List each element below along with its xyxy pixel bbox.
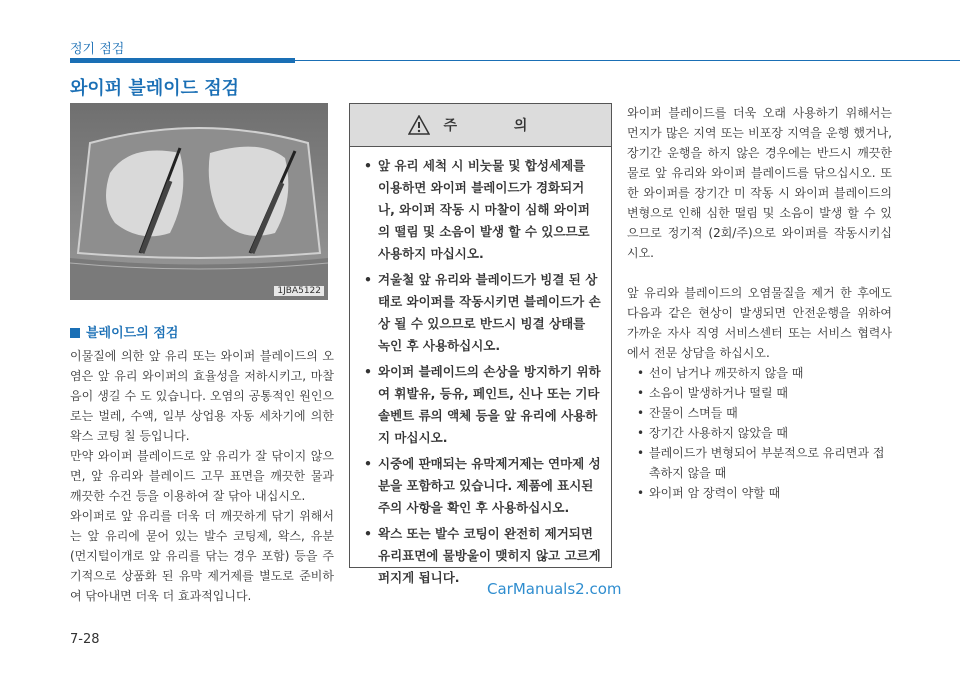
list-item: • 장기간 사용하지 않았을 때 bbox=[637, 423, 892, 443]
sub-heading bbox=[70, 322, 178, 341]
caution-item: • 앞 유리 세척 시 비눗물 및 합성세제를 이용하면 와이퍼 블레이드가 경화되거나, 와이퍼 작동 시 마찰이 심해 와이퍼의 떨림 및 소음이 발생 할 수 있으므로 사용하지 마십시오. bbox=[364, 155, 601, 265]
caution-box bbox=[349, 103, 612, 585]
right-paragraph-1: 와이퍼 블레이드를 더욱 오래 사용하기 위해서는 먼지가 많은 지역 또는 비포장 지역을 운행 했거나, 장기간 운행을 하지 않은 경우에는 반드시 깨끗한 물로 앞 유리와 와이퍼 블레이드를 닦으십시오. 또한 와이퍼를 장기간 미 작동 시 와이퍼 블레이드의 변형으로 인해 심한 떨림 및 소음이 발생 할 수 있으므로 정기적 (2회/주)으로 와이퍼를 작동시키십시오. bbox=[627, 106, 892, 260]
left-paragraph-2: 만약 와이퍼 블레이드로 앞 유리가 잘 닦이지 않으면, 앞 유리와 블레이드 고무 표면을 깨끗한 물과 깨끗한 수건 등을 이용하여 잘 닦아 내십시오. bbox=[70, 449, 334, 503]
caution-header bbox=[350, 104, 611, 147]
caution-item: • 왁스 또는 발수 코팅이 완전히 제거되면 유리표면에 물방울이 맺히지 않고 고르게 퍼지게 됩니다. bbox=[364, 523, 601, 589]
left-paragraph-3: 와이퍼로 앞 유리를 더욱 더 깨끗하게 닦기 위해서는 앞 유리에 묻어 있는 발수 코팅제, 왁스, 유분 (먼지털이개로 앞 유리를 닦는 경우 포함) 등을 주기적으로 상품화 된 유막 제거제를 별도로 준비하여 닦아내면 더욱 더 효과적입니다. bbox=[70, 509, 334, 603]
caution-item: • 와이퍼 블레이드의 손상을 방지하기 위하여 휘발유, 등유, 페인트, 신나 또는 기타 솔벤트 류의 액체 등을 앞 유리에 사용하지 마십시오. bbox=[364, 361, 601, 449]
spacer bbox=[627, 263, 892, 283]
list-item: • 선이 남거나 깨끗하지 않을 때 bbox=[637, 363, 892, 383]
sub-heading-text: 블레이드의 점검 bbox=[86, 326, 179, 341]
list-item: • 블레이드가 변형되어 부분적으로 유리면과 접촉하지 않을 때 bbox=[637, 443, 892, 483]
caution-item: • 시중에 판매되는 유막제거제는 연마제 성분을 포함하고 있습니다. 제품에 표시된 주의 사항을 확인 후 사용하십시오. bbox=[364, 453, 601, 519]
symptom-list bbox=[627, 363, 892, 503]
windshield-wiper-illustration bbox=[70, 103, 328, 300]
right-column bbox=[627, 103, 892, 503]
left-paragraph-1: 이물질에 의한 앞 유리 또는 와이퍼 블레이드의 오염은 앞 유리 와이퍼의 효율성을 저하시키고, 마찰음이 생길 수 도 있습니다. 오염의 공통적인 원인으로는 벌레, 수액, 일부 상업용 자동 세차기에 의한 왁스 코팅 칠 등입니다. bbox=[70, 349, 334, 443]
section-tab: 정기 점검 bbox=[70, 42, 125, 57]
list-item: • 소음이 발생하거나 떨릴 때 bbox=[637, 383, 892, 403]
wiper-drawing bbox=[70, 103, 328, 300]
caution-list bbox=[350, 147, 611, 589]
square-bullet-icon bbox=[70, 328, 80, 338]
watermark: CarManuals2.com bbox=[487, 580, 622, 598]
page-number: 7-28 bbox=[70, 632, 100, 647]
caution-title: 주 의 bbox=[443, 118, 554, 134]
list-item: • 잔물이 스며들 때 bbox=[637, 403, 892, 423]
header-rule-thick bbox=[70, 58, 295, 63]
warning-triangle-icon bbox=[408, 115, 430, 135]
page-title: 와이퍼 블레이드 점검 bbox=[70, 78, 240, 99]
caution-item: • 겨울철 앞 유리와 블레이드가 빙결 된 상태로 와이퍼를 작동시키면 블레이드가 손상 될 수 있으므로 반드시 빙결 상태를 녹인 후 사용하십시오. bbox=[364, 269, 601, 357]
header-rule-thin bbox=[295, 60, 960, 61]
list-item: • 와이퍼 암 장력이 약할 때 bbox=[637, 483, 892, 503]
left-body-text bbox=[70, 346, 334, 606]
right-paragraph-2: 앞 유리와 블레이드의 오염물질을 제거 한 후에도 다음과 같은 현상이 발생되면 안전운행을 위하여 가까운 자사 직영 서비스센터 또는 서비스 협력사에서 전문 상담을 하십시오. bbox=[627, 286, 892, 360]
figure-code: 1JBA5122 bbox=[274, 286, 324, 296]
